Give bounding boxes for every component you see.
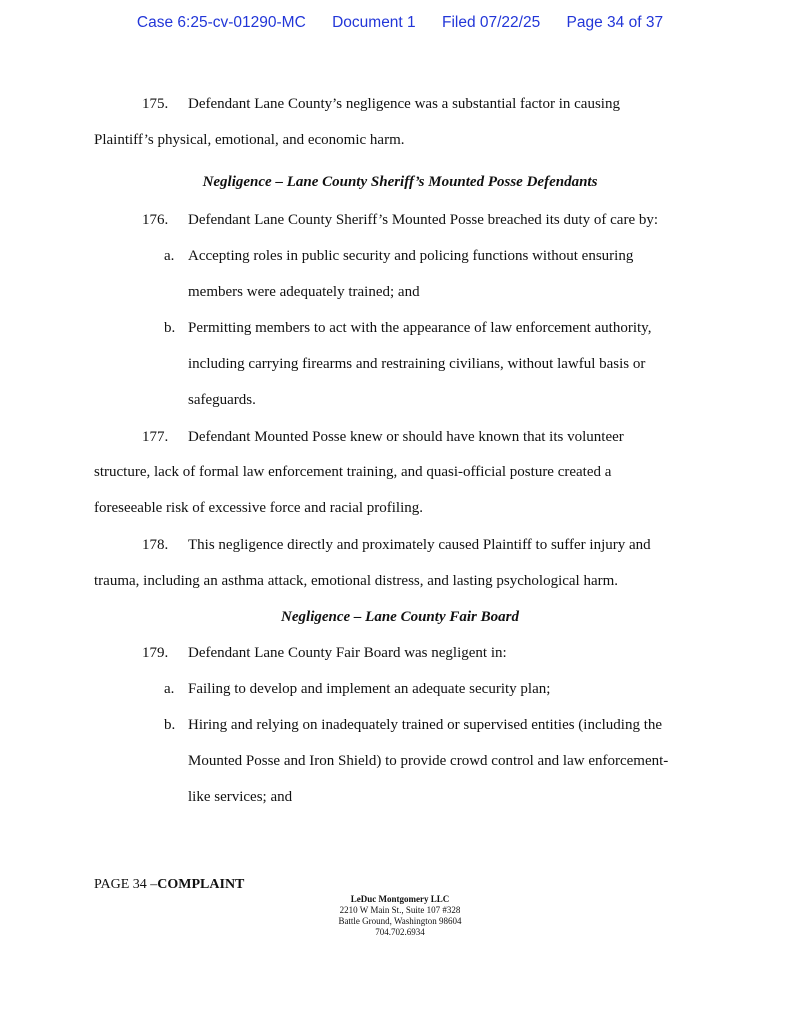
list-item-text: Mounted Posse and Iron Shield) to provide crowd control and law enforcement- bbox=[188, 753, 669, 769]
page-footer-label bbox=[94, 877, 244, 893]
paragraph-text: structure, lack of formal law enforcement training, and quasi-official posture created a bbox=[94, 464, 612, 480]
section-heading: Negligence – Lane County Sheriff’s Mounted Posse Defendants bbox=[202, 174, 598, 190]
paragraph-text: Defendant Lane County’s negligence was a substantial factor in causing bbox=[188, 96, 620, 112]
footer-doc-title: COMPLAINT bbox=[157, 877, 245, 892]
list-item-text: Permitting members to act with the appearance of law enforcement authority, bbox=[188, 320, 652, 336]
paragraph-number: 179. bbox=[142, 645, 169, 661]
paragraph-number: 175. bbox=[142, 96, 169, 112]
firm-name: LeDuc Montgomery LLC bbox=[350, 894, 450, 904]
paragraph-number: 177. bbox=[142, 429, 169, 445]
paragraph-text: trauma, including an asthma attack, emotional distress, and lasting psychological harm. bbox=[94, 573, 619, 589]
paragraph-text: This negligence directly and proximately caused Plaintiff to suffer injury and bbox=[188, 537, 651, 553]
paragraph-text: foreseeable risk of excessive force and racial profiling. bbox=[94, 500, 424, 516]
list-item-text: including carrying firearms and restraining civilians, without lawful basis or bbox=[188, 356, 646, 372]
list-item-text: Hiring and relying on inadequately trained or supervised entities (including the bbox=[188, 717, 663, 733]
paragraph-text: Defendant Lane County Fair Board was negligent in: bbox=[188, 645, 507, 661]
paragraph-number: 176. bbox=[142, 212, 169, 228]
footer-page-prefix: PAGE 34 – bbox=[94, 877, 158, 892]
ecf-header bbox=[0, 14, 800, 32]
filed-date: Filed 07/22/25 bbox=[441, 14, 541, 31]
list-label: b. bbox=[164, 717, 176, 733]
paragraph-text: Defendant Mounted Posse knew or should have known that its volunteer bbox=[188, 429, 624, 445]
list-label: a. bbox=[164, 681, 175, 697]
list-item-text: Accepting roles in public security and policing functions without ensuring bbox=[188, 248, 634, 264]
paragraph-number: 178. bbox=[142, 537, 169, 553]
list-item-text: safeguards. bbox=[188, 392, 256, 408]
case-number: Case 6:25-cv-01290-MC bbox=[136, 14, 306, 31]
section-heading: Negligence – Lane County Fair Board bbox=[281, 609, 519, 625]
page-indicator: Page 34 of 37 bbox=[566, 14, 664, 31]
list-item-text: members were adequately trained; and bbox=[188, 284, 420, 300]
document-number: Document 1 bbox=[332, 14, 416, 31]
paragraph-text: Defendant Lane County Sheriff’s Mounted Posse breached its duty of care by: bbox=[188, 212, 659, 228]
paragraph-text: Plaintiff’s physical, emotional, and economic harm. bbox=[94, 132, 405, 148]
firm-address-block bbox=[0, 894, 800, 938]
list-label: b. bbox=[164, 320, 176, 336]
firm-address-line: 2210 W Main St., Suite 107 #328 bbox=[339, 905, 461, 915]
list-item-text: Failing to develop and implement an adequate security plan; bbox=[188, 681, 551, 697]
list-label: a. bbox=[164, 248, 175, 264]
firm-address-line: Battle Ground, Washington 98604 bbox=[338, 916, 462, 926]
firm-phone: 704.702.6934 bbox=[375, 927, 425, 937]
list-item-text: like services; and bbox=[188, 789, 293, 805]
